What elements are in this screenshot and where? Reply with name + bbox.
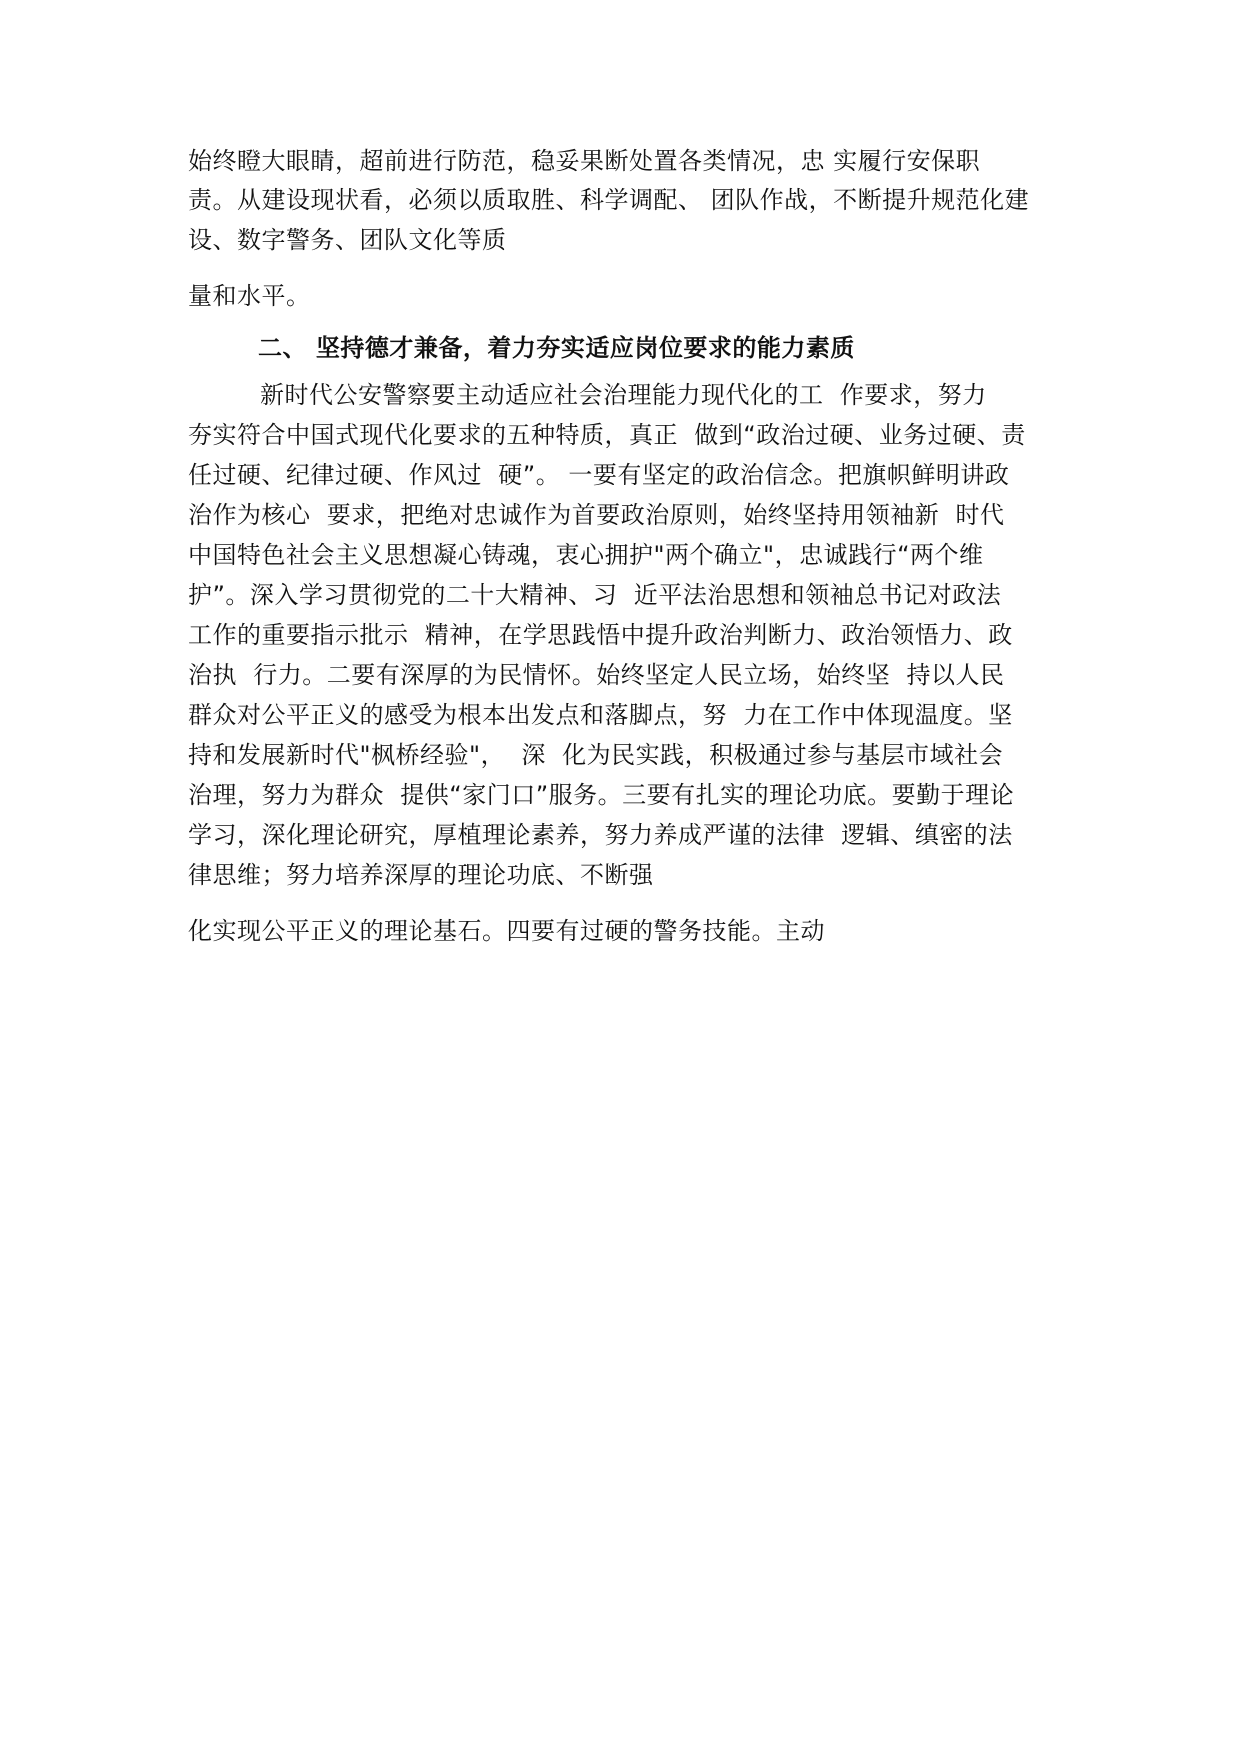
paragraph-line: 治执 行力。二要有深厚的为民情怀。始终坚定人民立场，始终坚 持以人民 (188, 661, 1005, 689)
paragraph-line: 律思维；努力培养深厚的理论功底、不断强 (188, 861, 654, 889)
paragraph-line: 工作的重要指示批示 精神，在学思践悟中提升政治判断力、政治领悟力、政 (188, 621, 1013, 649)
paragraph-line: 中国特色社会主义思想凝心铸魂，衷心拥护"两个确立"，忠诚践行“两个维 (188, 541, 984, 569)
paragraph-line: 治作为核心 要求，把绝对忠诚作为首要政治原则，始终坚持用领袖新 时代 (188, 501, 1005, 529)
paragraph-line: 责。从建设现状看，必须以质取胜、科学调配、 团队作战，不断提升规范化建 (188, 186, 1030, 214)
paragraph-line: 任过硬、纪律过硬、作风过 硬”。 一要有坚定的政治信念。把旗帜鲜明讲政 (188, 461, 1010, 489)
paragraph-line: 设、数字警务、团队文化等质 (188, 226, 507, 254)
paragraph-line: 持和发展新时代"枫桥经验"， 深 化为民实践，积极通过参与基层市域社会 (188, 741, 1004, 769)
paragraph-line: 新时代公安警察要主动适应社会治理能力现代化的工 作要求，努力 (260, 381, 987, 409)
paragraph-line: 夯实符合中国式现代化要求的五种特质，真正 做到“政治过硬、业务过硬、责 (188, 421, 1026, 449)
paragraph-line: 群众对公平正义的感受为根本出发点和落脚点，努 力在工作中体现温度。坚 (188, 701, 1013, 729)
paragraph-line: 护”。深入学习贯彻党的二十大精神、习 近平法治思想和领袖总书记对政法 (188, 581, 1002, 609)
paragraph-line: 学习，深化理论研究，厚植理论素养，努力养成严谨的法律 逻辑、缜密的法 (188, 821, 1013, 849)
paragraph-line: 始终瞪大眼睛，超前进行防范，稳妥果断处置各类情况，忠 实履行安保职 (188, 147, 981, 175)
paragraph-line: 量和水平。 (188, 282, 311, 310)
paragraph-line: 治理，努力为群众 提供“家门口”服务。三要有扎实的理论功底。要勤于理论 (188, 781, 1015, 809)
paragraph-line: 化实现公平正义的理论基石。四要有过硬的警务技能。主动 (188, 917, 825, 945)
section-heading: 二、 坚持德才兼备，着力夯实适应岗位要求的能力素质 (258, 334, 855, 362)
